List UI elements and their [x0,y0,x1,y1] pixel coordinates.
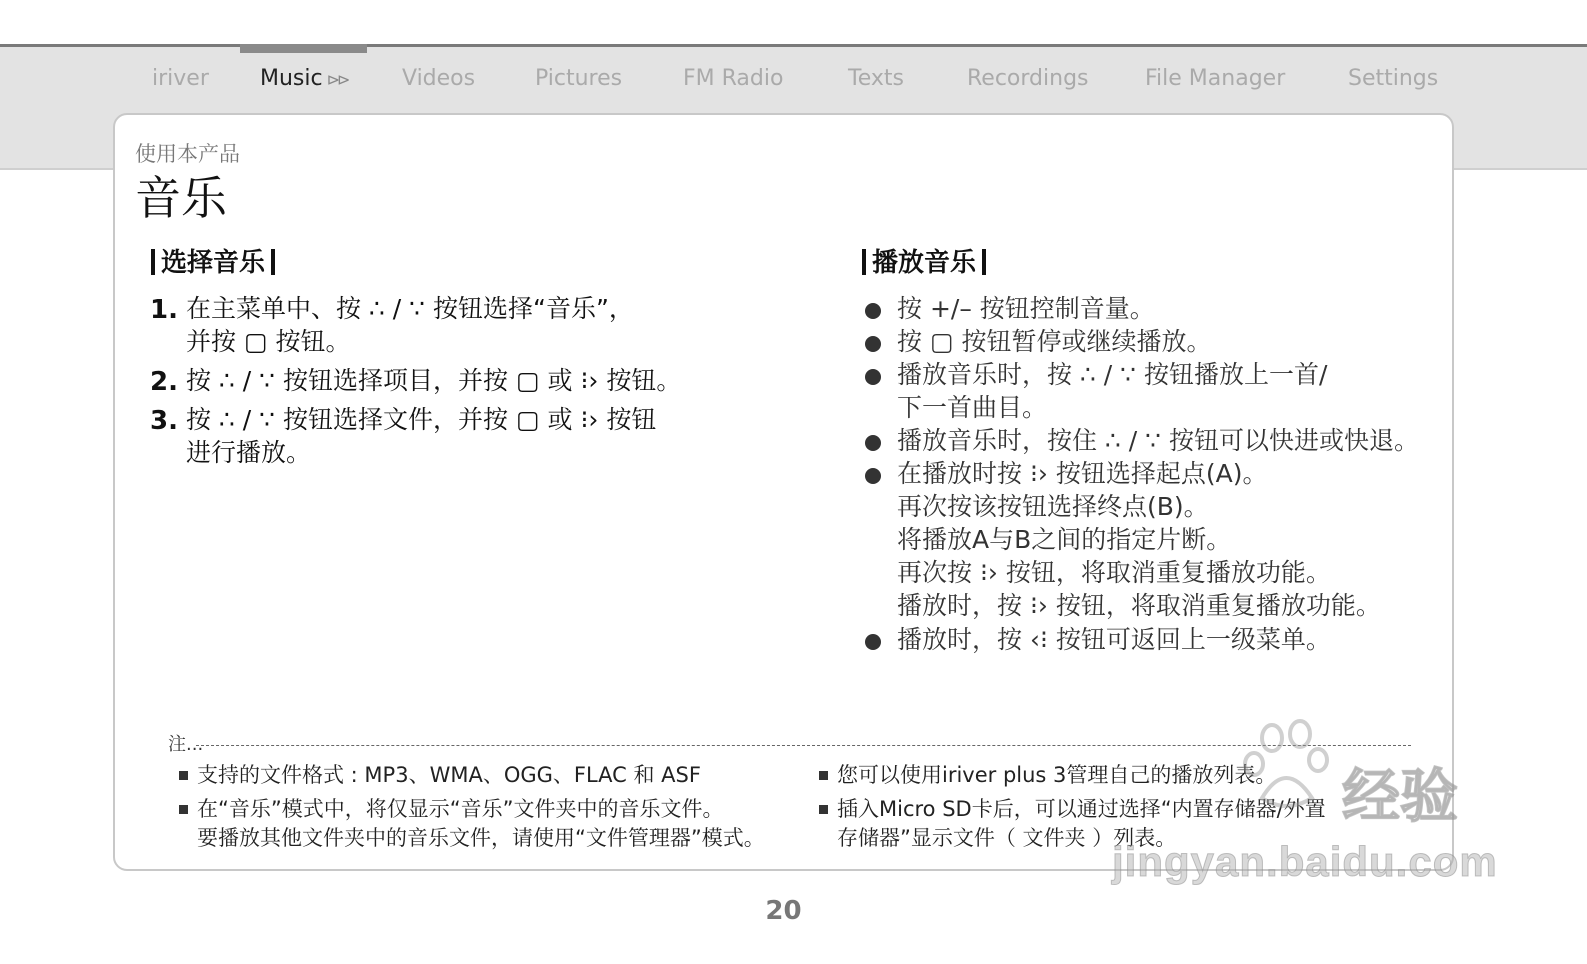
notes-divider [196,745,1411,746]
heading-bar-right [982,249,986,275]
step-number: 3. [150,406,178,436]
page-title: 音乐 [135,171,227,225]
note-line: 您可以使用iriver plus 3管理自己的播放列表。 [837,763,1277,787]
bullet-line: 按 ▢ 按钮暂停或继续播放。 [897,327,1212,356]
note-text [197,761,701,790]
bullet-line: 按 +/– 按钮控制音量。 [897,294,1155,323]
bullet-line: 将播放A与B之间的指定片断。 [897,525,1232,554]
step-text [186,403,746,469]
section-label: 使用本产品 [135,142,240,166]
tab-iriver[interactable]: iriver [152,66,209,91]
bullet-dot-icon [865,435,881,451]
note-text [197,795,765,853]
step-line: 并按 ▢ 按钮。 [186,327,351,356]
bullet-text [897,424,1419,457]
bullet-line: 再次按该按钮选择终点(B)。 [897,492,1209,521]
note-square-icon [179,805,188,814]
top-divider-line [0,44,1587,47]
bullet-line: 在播放时按 ⁝› 按钮选择起点(A)。 [897,459,1268,488]
tab-music-label: Music [260,66,323,91]
note-line: 支持的文件格式 : MP3、WMA、OGG、FLAC 和 ASF [197,763,701,787]
step-line: 按 ∴ / ∵ 按钮选择项目，并按 ▢ 或 ⁝› 按钮。 [186,366,682,395]
note-line: 存储器”显示文件（ 文件夹 ）列表。 [837,826,1177,850]
tab-settings[interactable]: Settings [1348,66,1439,91]
paw-logo-icon [1232,718,1472,828]
note-line: 插入Micro SD卡后，可以通过选择“内置存储器/外置 [837,797,1326,821]
tab-recordings[interactable]: Recordings [967,66,1089,91]
baidu-watermark-logo [1232,718,1472,832]
bullet-text [897,457,1381,622]
select-music-heading [145,242,281,279]
double-arrow-icon: ⊳⊳ [326,70,348,89]
heading-bar-left [862,249,866,275]
notes-label: 注... [168,734,204,755]
watermark-url: jingyan.baidu.com [1112,838,1498,885]
bullet-line: 下一首曲目。 [897,393,1048,422]
note-line: 在“音乐”模式中，将仅显示“音乐”文件夹中的音乐文件。 [197,797,724,821]
step-line: 在主菜单中、按 ∴ / ∵ 按钮选择“音乐”， [186,294,634,323]
note-text [837,761,1276,790]
note-square-icon [819,805,828,814]
heading-bar-left [151,249,155,275]
note-square-icon [179,771,188,780]
play-music-heading [856,242,992,279]
heading-bar-right [271,249,275,275]
step-line: 按 ∴ / ∵ 按钮选择文件，并按 ▢ 或 ⁝› 按钮 [186,405,657,434]
bullet-text [897,292,1155,325]
bullet-dot-icon [865,303,881,319]
bullet-dot-icon [865,336,881,352]
bullet-dot-icon [865,634,881,650]
bullet-text [897,623,1331,656]
bullet-dot-icon [865,369,881,385]
note-line: 要播放其他文件夹中的音乐文件，请使用“文件管理器”模式。 [197,826,765,850]
tab-fm-radio[interactable]: FM Radio [683,66,784,91]
heading-text: 选择音乐 [161,248,266,278]
step-text [186,292,746,358]
tab-file-manager[interactable]: File Manager [1145,66,1286,91]
page-number: 20 [765,896,802,926]
tab-pictures[interactable]: Pictures [535,66,623,91]
active-tab-marker [240,44,367,53]
bullet-line: 播放时，按 ⁝› 按钮，将取消重复播放功能。 [897,591,1381,620]
bullet-dot-icon [865,468,881,484]
bullet-text [897,358,1327,424]
watermark-brand: 经验 [1342,762,1459,828]
step-text [186,364,746,397]
bullet-text [897,325,1212,358]
tab-texts[interactable]: Texts [848,66,904,91]
tab-videos[interactable]: Videos [402,66,476,91]
tab-music[interactable] [260,66,347,91]
step-number: 2. [150,367,178,397]
step-line: 进行播放。 [186,438,312,467]
bullet-line: 播放音乐时，按住 ∴ / ∵ 按钮可以快进或快退。 [897,426,1420,455]
heading-text: 播放音乐 [872,248,977,278]
bullet-line: 播放音乐时，按 ∴ / ∵ 按钮播放上一首/ [897,360,1328,389]
bullet-line: 再次按 ⁝› 按钮，将取消重复播放功能。 [897,558,1331,587]
step-number: 1. [150,295,178,325]
bullet-line: 播放时，按 ‹⁝ 按钮可返回上一级菜单。 [897,625,1331,654]
note-square-icon [819,771,828,780]
